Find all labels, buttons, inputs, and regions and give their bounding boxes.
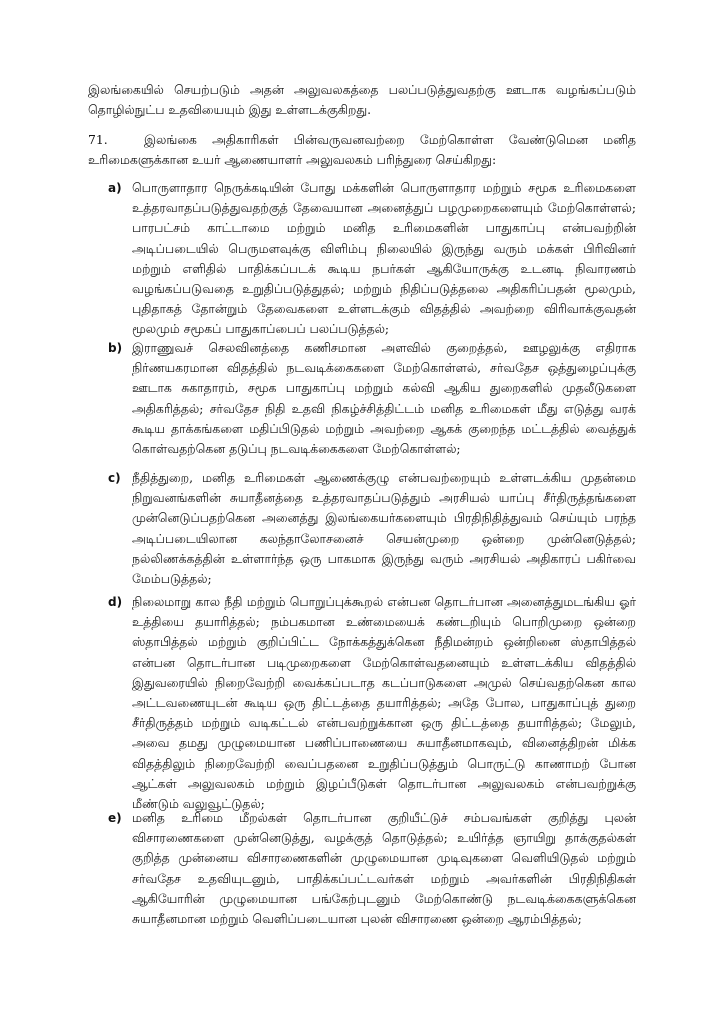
item-text: மனித உரிமை மீறல்கள் தொடர்பான குறியீட்டுச் சம்பவங்கள் குறித்து புலன் விசாரணைகளை முன்னெடுத்து, வழக்குத் தொடுத்தல்; உயிர்த்த ஞாயிறு தாக்குதல்கள் குறித்த முன்னைய விசாரணைகளின் முழுமையான முடிவுகளை வெளியிடுதல் மற்றும் சர்வதேச உதவியுடனும், பாதிக்கப்பட்டவர்கள் மற்றும் அவர்களின் பிரதிநிதிகள் ஆகியோரின் முழுமையான பங்கேற்புடனும் மேற்கொண்டு நடவடிக்கைகளுக்கென சுயாதீனமான மற்றும் வெளிப்படையான புலன் விசாரணை ஒன்றை ஆரம்பித்தல்; <box>132 810 636 927</box>
list-item-c <box>108 468 636 589</box>
item-marker: b) <box>108 341 123 355</box>
paragraph-number: 71. <box>88 132 108 147</box>
item-marker: e) <box>108 811 122 825</box>
item-text: பொருளாதார நெருக்கடியின் போது மக்களின் பொருளாதார மற்றும் சமூக உரிமைகளை உத்தரவாதப்படுத்துவதற்குத் தேவையான அனைத்துப் பழமுறைகளையும் மேற்கொள்ளல்; பாரபட்சம் காட்டாமை மற்றும் மனித உரிமைகளின் பாதுகாப்பு என்பவற்றின் அடிப்படையில் பெருமளவுக்கு விளிம்பு நிலையில் இருந்து வரும் மக்கள் பிரிவினர் மற்றும் எளிதில் பாதிக்கப்படக் கூடிய நபர்கள் ஆகியோருக்கு உடனடி நிவாரணம் வழங்கப்படுவதை உறுதிப்படுத்துதல்; மற்றும் நிதிப்படுத்தலை அதிகரிப்பதன் மூலமும், புதிதாகத் தோன்றும் தேவைகளை உள்ளடக்கும் விதத்தில் அவற்றை விரிவாக்குவதன் மூலமும் சமூகப் பாதுகாப்பைப் பலப்படுத்தல்; <box>132 180 636 337</box>
list-item-a <box>108 178 636 340</box>
item-text: நிலைமாறு கால நீதி மற்றும் பொறுப்புக்கூறல் என்பன தொடர்பான அனைத்துமடங்கிய ஓர் உத்தியை தயாரித்தல்; நம்பகமான உண்மையைக் கண்டறியும் பொறிமுறை ஒன்றை ஸ்தாபித்தல் மற்றும் குறிப்பிட்ட நோக்கத்துக்கென நீதிமன்றம் ஒன்றினை ஸ்தாபித்தல் என்பன தொடர்பான படிமுறைகளை மேற்கொள்வதனையும் உள்ளடக்கிய விதத்தில் இதுவரையில் நிறைவேற்றி வைக்கப்படாத கடப்பாடுகளை அமுல் செய்வதற்கென கால அட்டவணையுடன் கூடிய ஒரு திட்டத்தை தயாரித்தல்; அதே போல, பாதுகாப்புத் துறை சீர்திருத்தம் மற்றும் வடிகட்டல் என்பவற்றுக்கான ஒரு திட்டத்தை தயாரித்தல்; மேலும், அவை தமது முழுமையான பணிப்பாணையை சுயாதீனமாகவும், வினைத்திறன் மிக்க விதத்திலும் நிறைவேற்றி வைப்பதனை உறுதிப்படுத்தும் பொருட்டு காணாமற் போன ஆட்கள் அலுவலகம் மற்றும் இழப்பீடுகள் தொடர்பான அலுவலகம் என்பவற்றுக்கு மீண்டும் வலுவூட்டுதல்; <box>132 594 636 812</box>
intro-paragraph: இலங்கையில் செயற்படும் அதன் அலுவலகத்தை பலப்படுத்துவதற்கு ஊடாக வழங்கப்படும் தொழில்நுட்ப உதவியையும் இது உள்ளடக்குகிறது. <box>88 82 636 117</box>
item-marker: d) <box>108 595 123 609</box>
recommendation-text: இலங்கை அதிகாரிகள் பின்வருவனவற்றை மேற்கொள்ள வேண்டுமென மனித உரிமைகளுக்கான உயர் ஆணையாளர் அலுவலகம் பரிந்துரை செய்கிறது: <box>88 132 636 167</box>
list-item-d <box>108 592 636 814</box>
list-item-b <box>108 338 636 459</box>
list-item-e <box>108 808 636 929</box>
item-text: நீதித்துறை, மனித உரிமைகள் ஆணைக்குழு என்பவற்றையும் உள்ளடக்கிய முதன்மை நிறுவனங்களின் சுயாதீனத்தை உத்தரவாதப்படுத்தும் அரசியல் யாப்பு சீர்திருத்தங்களை முன்னெடுப்பதற்கென அனைத்து இலங்கையர்களையும் பிரதிநிதித்துவம் செய்யும் பரந்த அடிப்படையிலான கலந்தாலோசனைச் செயன்முறை ஒன்றை முன்னெடுத்தல்; நல்லிணக்கத்தின் உள்ளார்ந்த ஒரு பாகமாக இருந்து வரும் அரசியல் அதிகாரப் பகிர்வை மேம்படுத்தல்; <box>132 470 636 587</box>
item-text: இராணுவச் செலவினத்தை கணிசமான அளவில் குறைத்தல், ஊழலுக்கு எதிராக நிர்ணயகரமான விதத்தில் நடவடிக்கைகளை மேற்கொள்ளல், சர்வதேச ஒத்துழைப்புக்கு ஊடாக சுகாதாரம், சமூக பாதுகாப்பு மற்றும் கல்வி ஆகிய துறைகளில் முதலீடுகளை அதிகரித்தல்; சர்வதேச நிதி உதவி நிகழ்ச்சித்திட்டம் மனித உரிமைகள் மீது எடுத்து வரக் கூடிய தாக்கங்களை மதிப்பிடுதல் மற்றும் அவற்றை ஆகக் குறைந்த மட்டத்தில் வைத்துக் கொள்வதற்கென தடுப்பு நடவடிக்கைகளை மேற்கொள்ளல்; <box>132 340 636 457</box>
item-marker: c) <box>108 471 121 485</box>
item-marker: a) <box>108 181 122 195</box>
recommendation-paragraph <box>88 130 636 170</box>
